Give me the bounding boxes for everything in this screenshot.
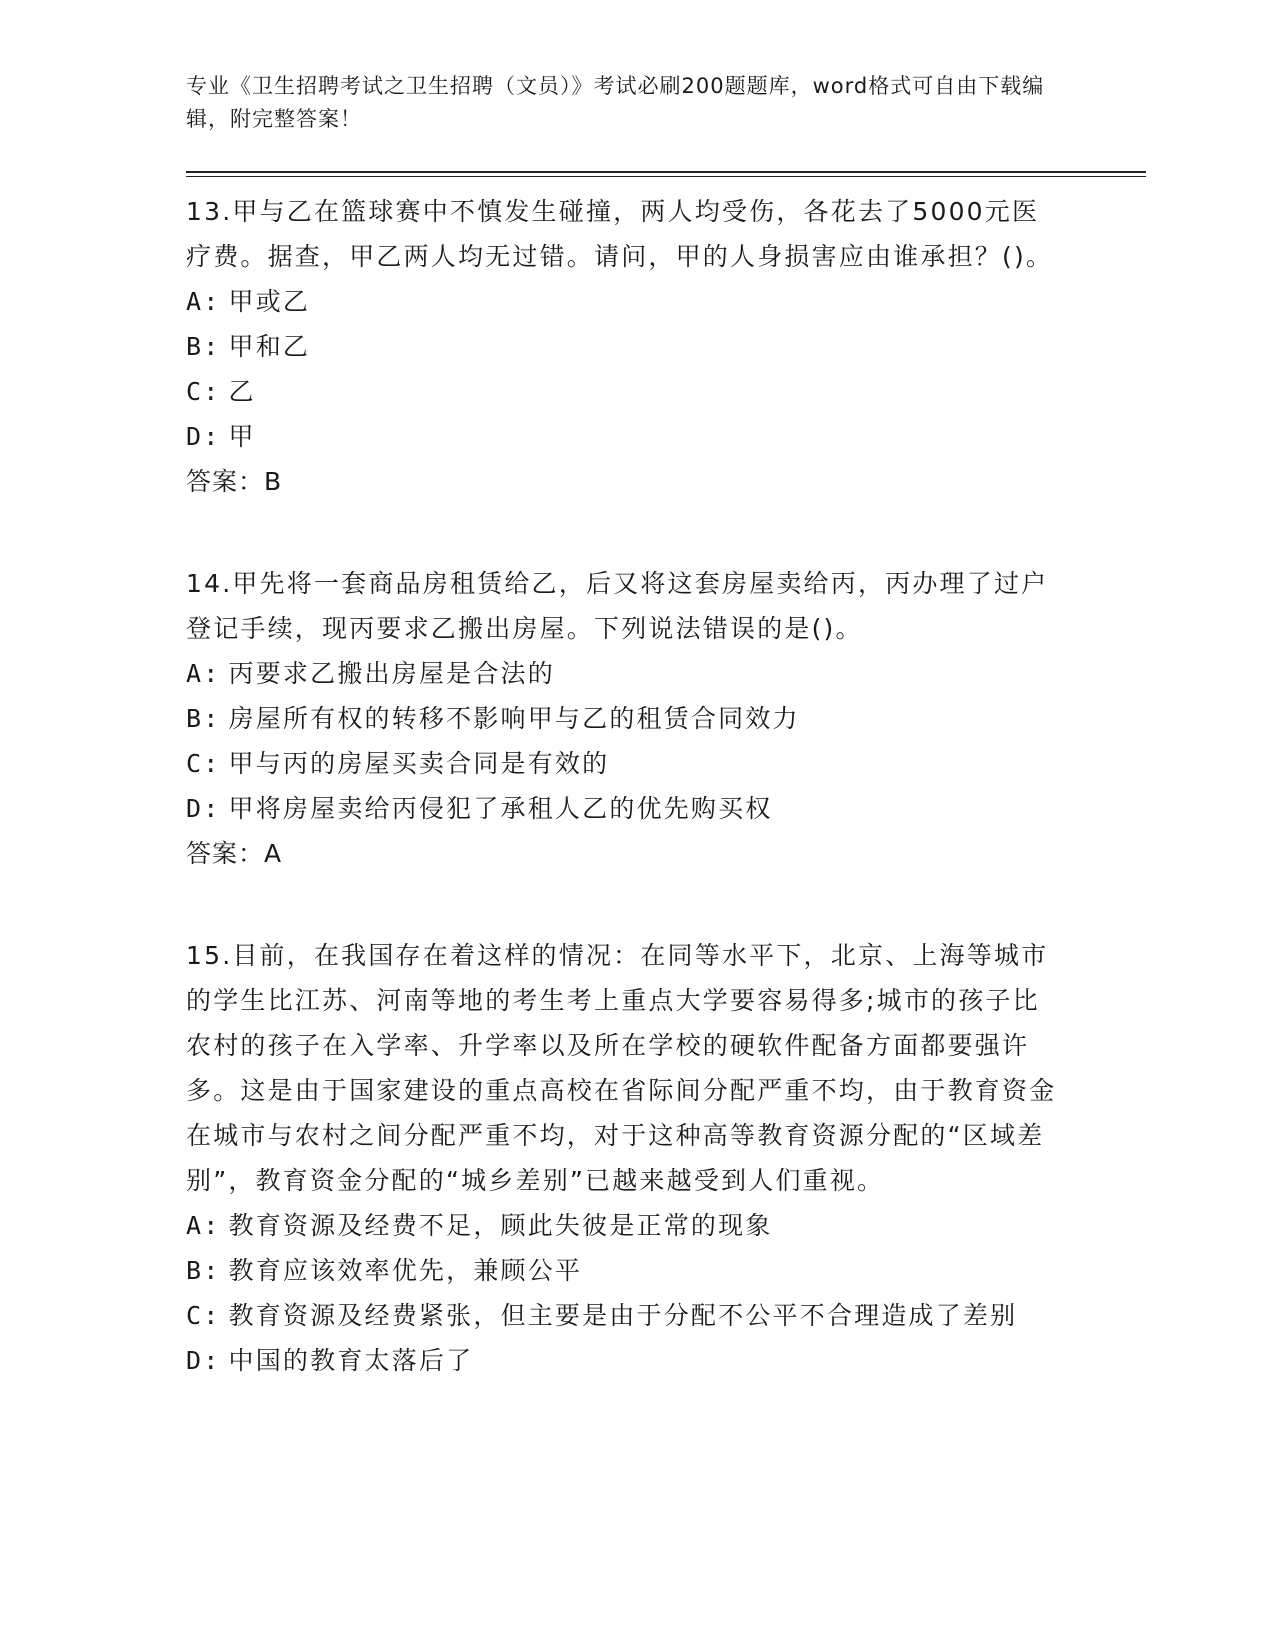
option-a: A: 教育资源及经费不足，顾此失彼是正常的现象: [186, 1211, 773, 1240]
question-15: [186, 933, 1146, 1383]
answer: 答案：B: [186, 467, 283, 496]
option-d: D: 甲: [186, 422, 256, 451]
question-14: [186, 561, 1146, 876]
option-d: D: 中国的教育太落后了: [186, 1346, 474, 1375]
option-c: C: 教育资源及经费紧张，但主要是由于分配不公平不合理造成了差别: [186, 1301, 1018, 1330]
header-note: 专业《卫生招聘考试之卫生招聘（文员）》考试必刷200题题库，word格式可自由下载编辑，附完整答案！: [186, 74, 1045, 131]
option-b: B: 房屋所有权的转移不影响甲与乙的租赁合同效力: [186, 704, 800, 733]
question-13: [186, 189, 1146, 504]
option-c: C: 乙: [186, 377, 256, 406]
option-a: A: 甲或乙: [186, 287, 311, 316]
option-a: A: 丙要求乙搬出房屋是合法的: [186, 659, 555, 688]
option-b: B: 甲和乙: [186, 332, 311, 361]
question-stem: 15.目前，在我国存在着这样的情况：在同等水平下，北京、上海等城市的学生比江苏、河南等地的考生考上重点大学要容易得多;城市的孩子比农村的孩子在入学率、升学率以及所在学校的硬软件配备方面都要强许多。这是由于国家建设的重点高校在省际间分配严重不均，由于教育资金在城市与农村之间分配严重不均，对于这种高等教育资源分配的“区域差别”，教育资金分配的“城乡差别”已越来越受到人们重视。: [186, 941, 1057, 1195]
answer: 答案：A: [186, 839, 283, 868]
question-stem: 14.甲先将一套商品房租赁给乙，后又将这套房屋卖给丙，丙办理了过户登记手续，现丙要求乙搬出房屋。下列说法错误的是()。: [186, 569, 1049, 643]
header-divider: [186, 171, 1146, 177]
document-page: [186, 70, 1146, 1383]
option-d: D: 甲将房屋卖给丙侵犯了承租人乙的优先购买权: [186, 794, 773, 823]
option-c: C: 甲与丙的房屋买卖合同是有效的: [186, 749, 610, 778]
question-stem: 13.甲与乙在篮球赛中不慎发生碰撞，两人均受伤，各花去了5000元医疗费。据查，甲乙两人均无过错。请问，甲的人身损害应由谁承担？()。: [186, 197, 1054, 271]
option-b: B: 教育应该效率优先，兼顾公平: [186, 1256, 583, 1285]
